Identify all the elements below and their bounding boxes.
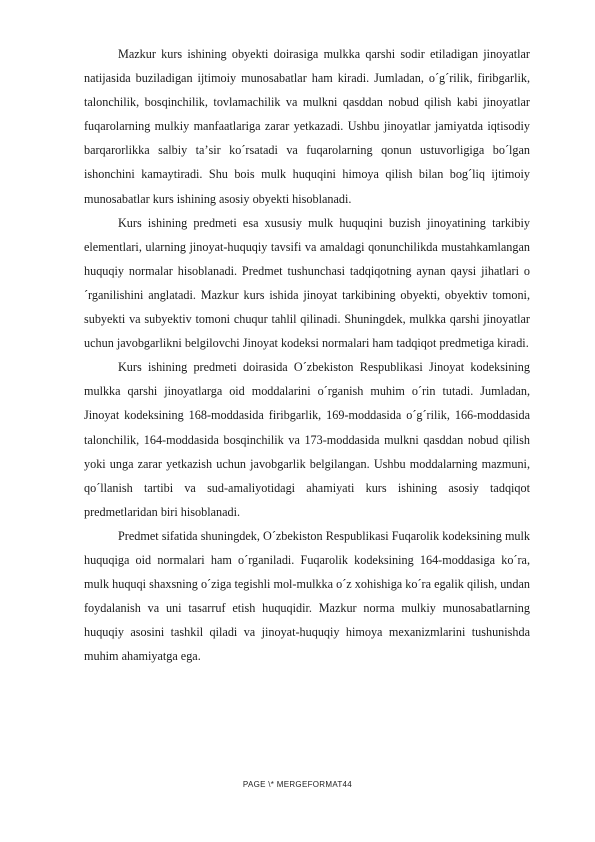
paragraph-subject: Kurs ishining predmeti esa xususiy mulk huquqini buzish jinoyatining tarkibiy elementlari, ularning jinoyat-huquqiy tavsifi va amaldagi qonunchilikda mustahkamlangan huquqiy normalar hisoblanadi. Predmet tushunchasi tadqiqotning aynan qaysi jihatlari o´rganilishini anglatadi. Mazkur kurs ishida jinoyat tarkibining obyekti, obyektiv tomoni, subyekti va subyektiv tomoni chuqur tahlil qilinadi. Shuningdek, mulkka qarshi jinoyatlar uchun javobgarlikni belgilovchi Jinoyat kodeksi normalari ham tadqiqot predmetiga kiradi. [84, 215, 530, 351]
paragraph-civil-code: Predmet sifatida shuningdek, O´zbekiston Respublikasi Fuqarolik kodeksining mulk huquqiga oid normalari ham o´rganiladi. Fuqarolik kodeksining 164-moddasiga ko´ra, mulk huquqi shaxsning o´ziga tegishli mol-mulkka o´z xohishiga ko´ra egalik qilish, undan foydalanish va uni tasarruf etish huquqidir. Mazkur norma mulkiy munosabatlarning huquqiy asosini tashkil qiladi va jinoyat-huquqiy himoya mexanizmlarini tushunishda muhim ahamiyatga ega. [84, 528, 530, 664]
document-body [84, 42, 530, 668]
paragraph-criminal-code: Kurs ishining predmeti doirasida O´zbekiston Respublikasi Jinoyat kodeksining mulkka qarshi jinoyatlarga oid moddalarini o´rganish muhim o´rin tutadi. Jumladan, Jinoyat kodeksining 168-moddasida firibgarlik, 169-moddasida o´g´rilik, 166-moddasida talonchilik, 164-moddasida bosqinchilik va 173-moddasida mulkni qasddan nobud qilish yoki unga zarar yetkazish uchun javobgarlik belgilangan. Ushbu moddalarning mazmuni, qo´llanish tartibi va sud-amaliyotidagi ahamiyati kurs ishining asosiy tadqiqot predmetlaridan biri hisoblanadi. [84, 360, 530, 519]
page-footer [0, 780, 595, 789]
page-number-field: PAGE \* MERGEFORMAT44 [242, 780, 353, 789]
paragraph-object: Mazkur kurs ishining obyekti doirasiga mulkka qarshi sodir etiladigan jinoyatlar natijasida buziladigan ijtimoiy munosabatlar ham kiradi. Jumladan, o´g´rilik, firibgarlik, talonchilik, bosqinchilik, tovlamachilik va mulkni qasddan nobud qilish kabi jinoyatlar fuqarolarning mulkiy manfaatlariga zarar yetkazadi. Ushbu jinoyatlar jamiyatda iqtisodiy barqarorlikka salbiy taʼsir ko´rsatadi va fuqarolarning qonun ustuvorligiga bo´lgan ishonchini kamaytiradi. Shu bois mulk huquqini himoya qilish bilan bog´liq ijtimoiy munosabatlar kurs ishining asosiy obyekti hisoblanadi. [84, 47, 530, 206]
